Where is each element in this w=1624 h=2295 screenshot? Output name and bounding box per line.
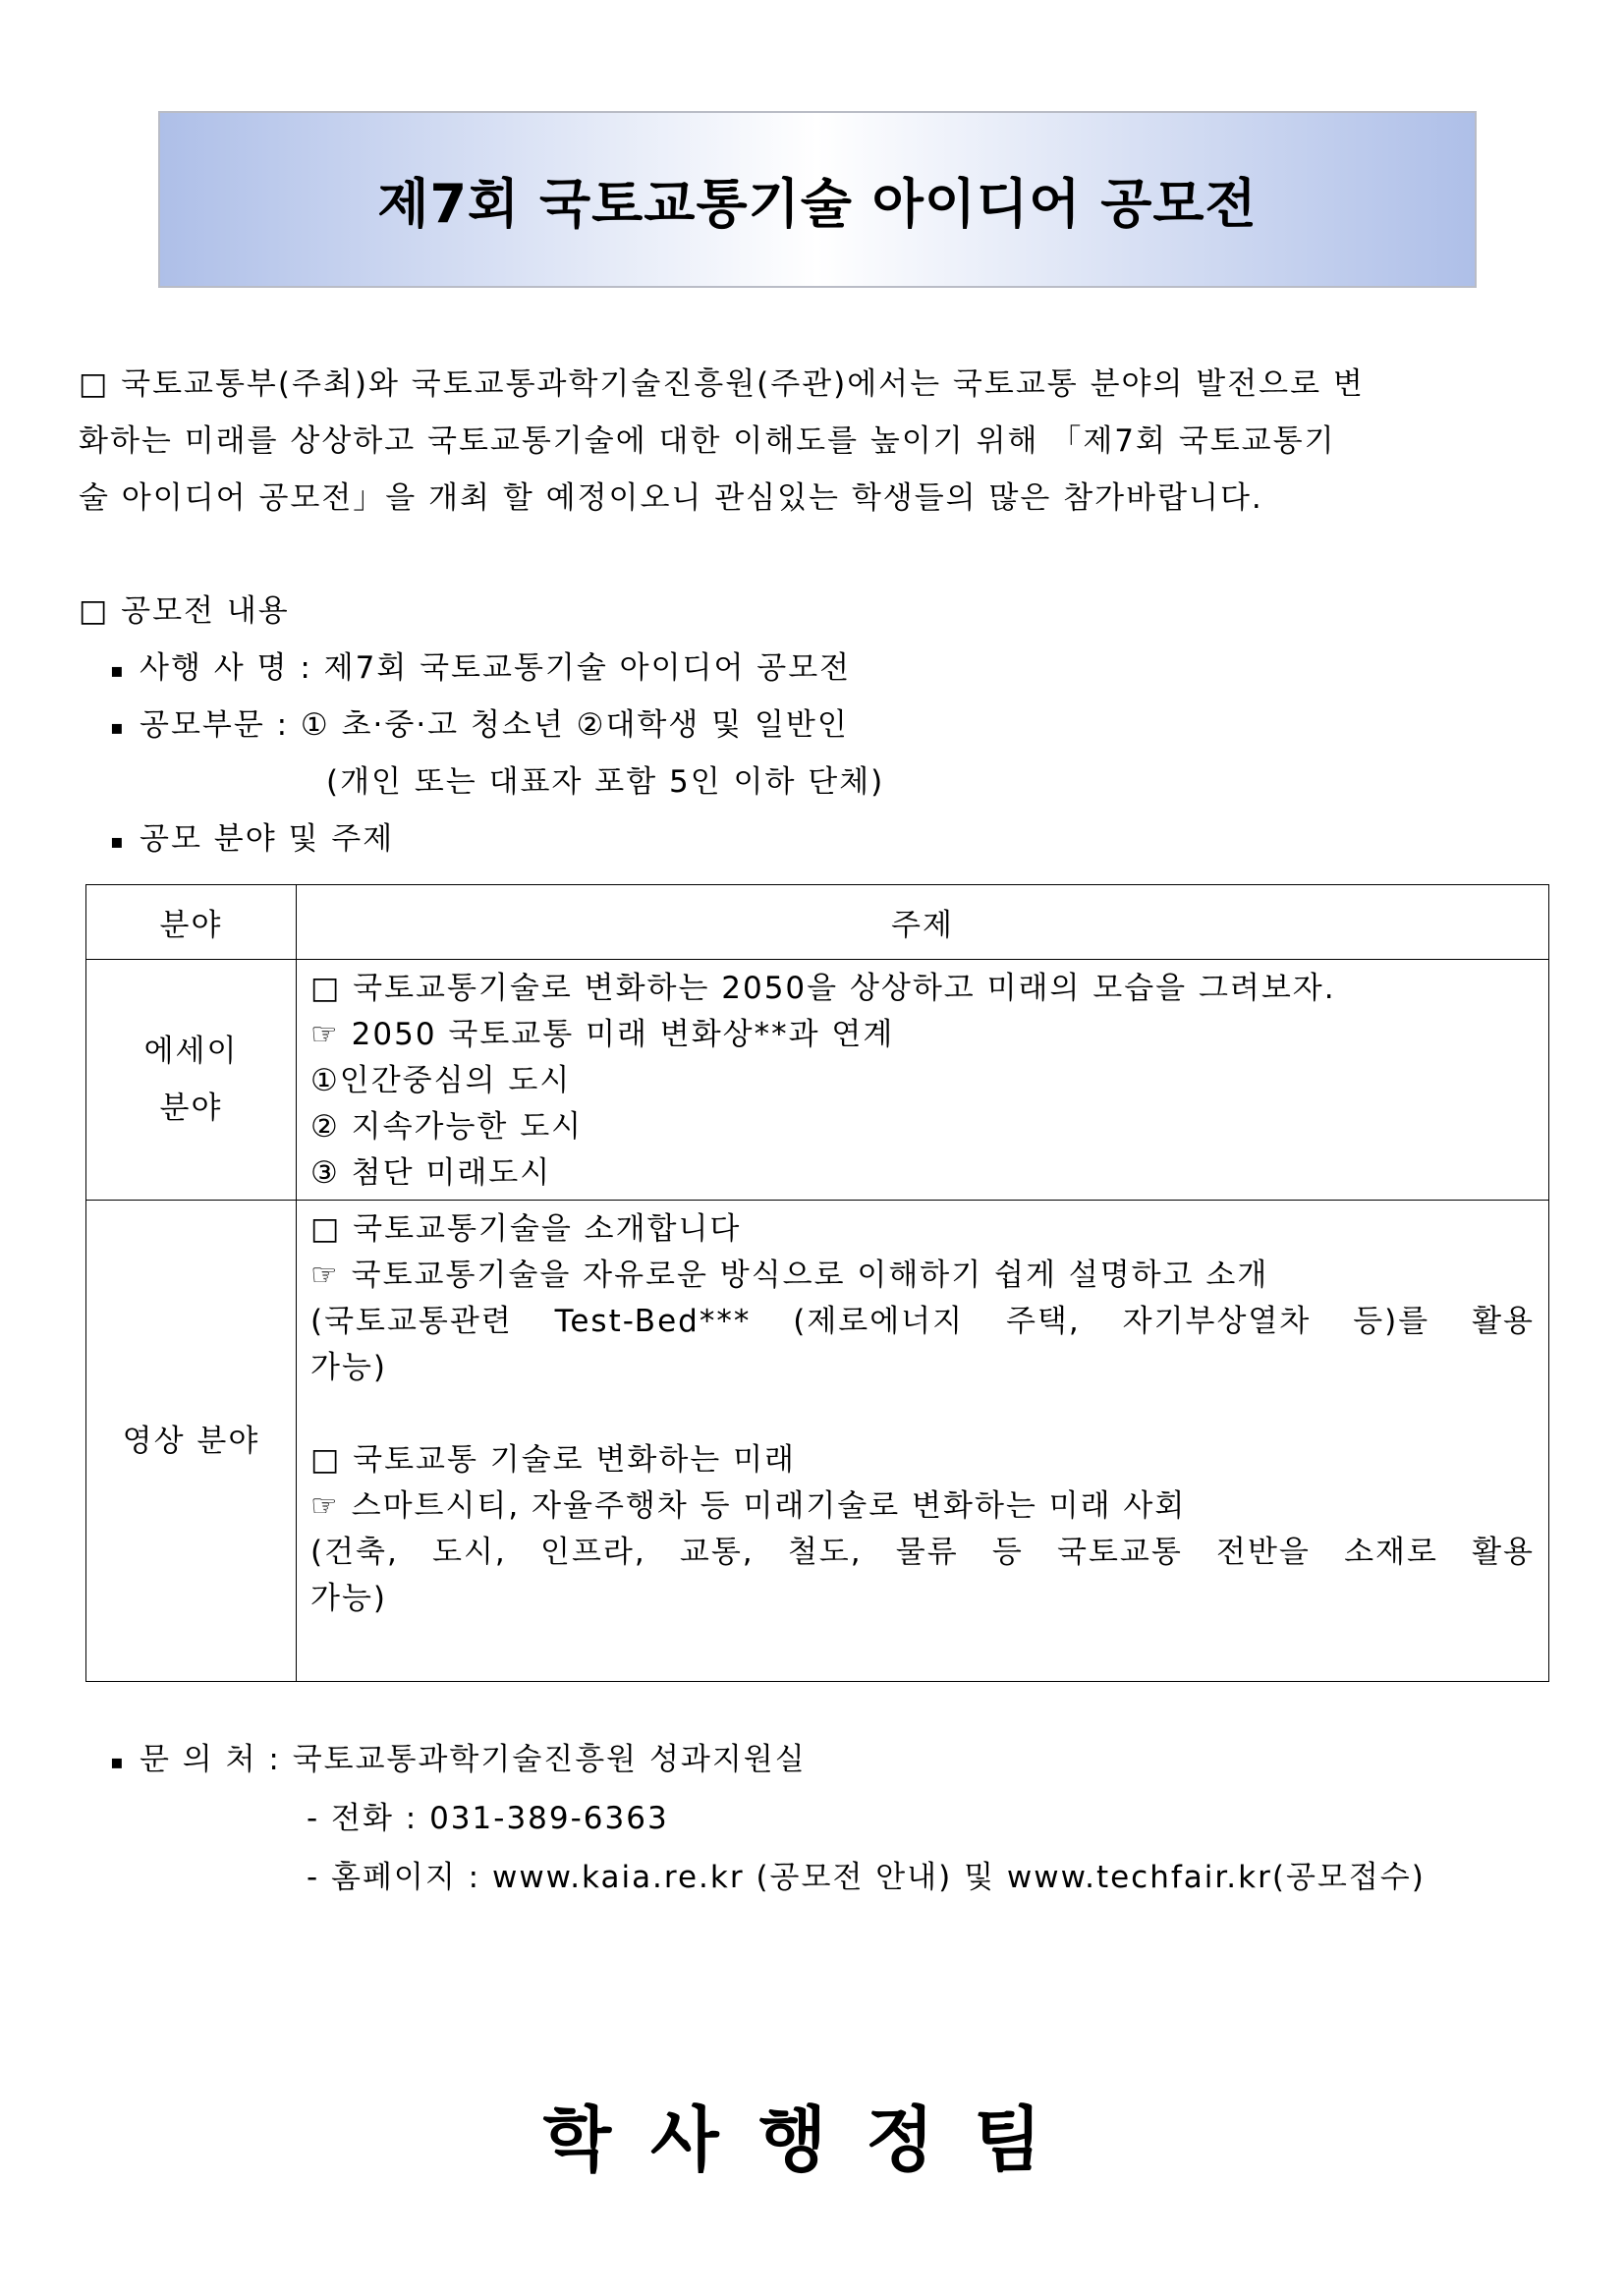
essay-line: ③ 첨단 미래도시 <box>310 1155 552 1191</box>
essay-line: □ 국토교통기술로 변화하는 2050을 상상하고 미래의 모습을 그려보자. <box>310 971 1336 1006</box>
bullet-icon: ▪ <box>110 1749 126 1773</box>
video-block2-note: (건축, 도시, 인프라, 교통, 철도, 물류 등 국토교통 전반을 소재로 활용 <box>310 1535 1535 1570</box>
bullet-icon: ▪ <box>110 714 126 739</box>
essay-line: ☞ 2050 국토교통 미래 변화상**과 연계 <box>310 1017 895 1052</box>
category-note: (개인 또는 대표자 포함 5인 이하 단체) <box>326 764 885 800</box>
video-block1-line: ☞ 국토교통기술을 자유로운 방식으로 이해하기 쉽게 설명하고 소개 <box>310 1258 1269 1293</box>
intro-paragraph <box>79 356 1552 527</box>
video-block2-title: □ 국토교통 기술로 변화하는 미래 <box>310 1442 797 1478</box>
event-name-text: 사행 사 명 : 제7회 국토교통기술 아이디어 공모전 <box>140 650 852 686</box>
bullet-topics <box>110 811 884 868</box>
bullet-event-name <box>110 640 884 697</box>
intro-line: 술 아이디어 공모전」을 개최 할 예정이오니 관심있는 학생들의 많은 참가바랍니다. <box>79 480 1263 516</box>
field-video: 영상 분야 <box>86 1201 297 1682</box>
video-block1-note-end: 가능) <box>310 1350 387 1385</box>
essay-line: ①인간중심의 도시 <box>310 1063 572 1098</box>
category-text: 공모부문 : ① 초·중·고 청소년 ②대학생 및 일반인 <box>140 707 849 743</box>
field-essay-line: 분야 <box>159 1091 223 1126</box>
video-block1-note: (국토교통관련 Test-Bed*** (제로에너지 주택, 자기부상열차 등)를 활용 <box>310 1304 1535 1339</box>
contact-info <box>110 1730 1426 1907</box>
topics-label: 공모 분야 및 주제 <box>140 821 395 857</box>
bullet-category <box>110 697 884 754</box>
essay-line: ② 지속가능한 도시 <box>310 1109 584 1145</box>
contact-homepage: - 홈페이지 : www.kaia.re.kr (공모전 안내) 및 www.techfair.kr(공모접수) <box>307 1860 1426 1895</box>
video-block2-line: ☞ 스마트시티, 자율주행차 등 미래기술로 변화하는 미래 사회 <box>310 1488 1187 1524</box>
contact-label: 문 의 처 : 국토교통과학기술진흥원 성과지원실 <box>140 1742 807 1777</box>
table-header-row <box>86 885 1549 960</box>
video-block1-title: □ 국토교통기술을 소개합니다 <box>310 1211 742 1247</box>
header-topic: 주제 <box>297 885 1549 960</box>
video-block2-note-end: 가능) <box>310 1581 387 1616</box>
spacer <box>310 1391 1535 1437</box>
contact-phone: - 전화 : 031-389-6363 <box>307 1801 669 1836</box>
contest-details <box>110 640 884 868</box>
section-heading: □ 공모전 내용 <box>79 593 290 629</box>
field-essay-line: 에세이 <box>143 1034 239 1069</box>
contact-label-row <box>110 1730 1426 1789</box>
intro-line: 화하는 미래를 상상하고 국토교통기술에 대한 이해도를 높이기 위해 「제7회 국토교통기 <box>79 423 1336 459</box>
table-row-essay <box>86 960 1549 1201</box>
title-banner <box>158 111 1477 288</box>
intro-line: □ 국토교통부(주최)와 국토교통과학기술진흥원(주관)에서는 국토교통 분야의 발전으로 변 <box>79 366 1365 402</box>
field-essay <box>86 960 297 1201</box>
topics-table <box>85 884 1549 1682</box>
bullet-icon: ▪ <box>110 828 126 853</box>
bullet-icon: ▪ <box>110 657 126 682</box>
header-field: 분야 <box>86 885 297 960</box>
footer-signature: 학사행정팀 <box>542 2099 1082 2181</box>
video-topics <box>297 1201 1549 1682</box>
table-row-video <box>86 1201 1549 1682</box>
page-title: 제7회 국토교통기술 아이디어 공모전 <box>377 172 1258 235</box>
essay-topics <box>297 960 1549 1201</box>
